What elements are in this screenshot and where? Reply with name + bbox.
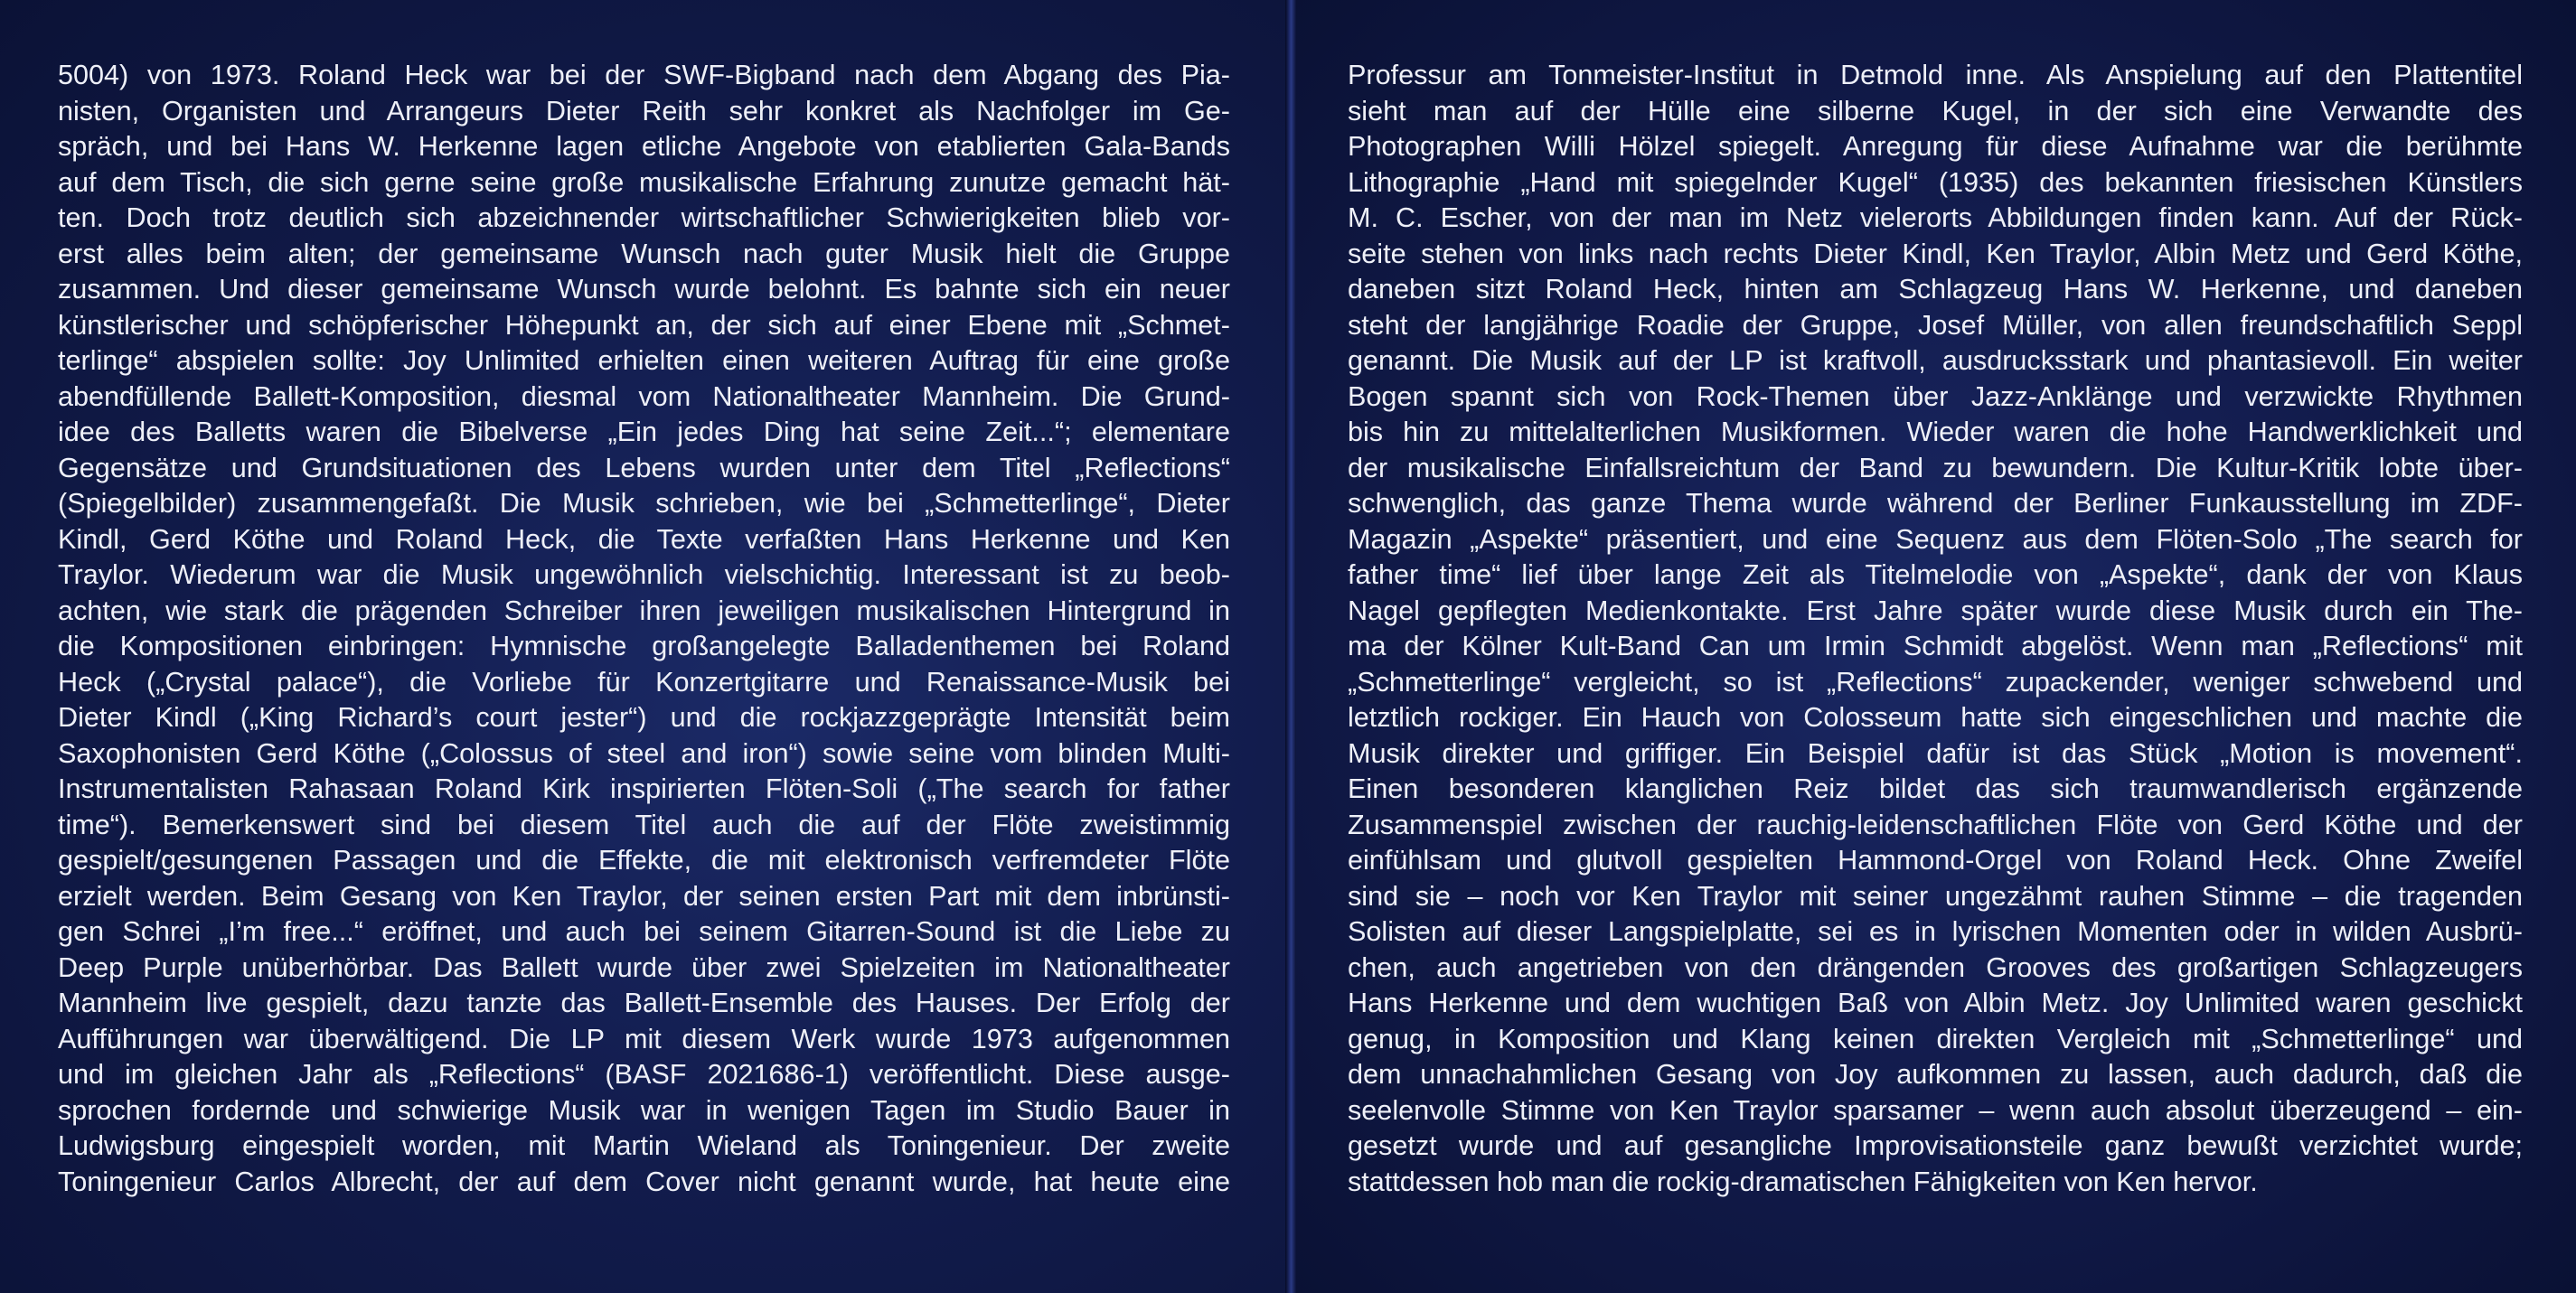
- text-line: daneben sitzt Roland Heck, hinten am Schlagzeug Hans W. Herkenne, und daneben: [1348, 274, 2523, 305]
- text-line: M. C. Escher, von der man im Netz vielerorts Abbildungen finden kann. Auf der Rück-: [1348, 202, 2523, 233]
- right-page: [1288, 0, 2576, 1293]
- text-line: einfühlsam und glutvoll gespielten Hammond-Orgel von Roland Heck. Ohne Zweifel: [1348, 845, 2523, 876]
- text-line: Mannheim live gespielt, dazu tanzte das Ballett-Ensemble des Hauses. Der Erfolg der: [58, 988, 1230, 1018]
- text-line: sieht man auf der Hülle eine silberne Kugel, in der sich eine Verwandte des: [1348, 95, 2523, 126]
- text-line: Photographen Willi Hölzel spiegelt. Anregung für diese Aufnahme war die berühmte: [1348, 131, 2523, 162]
- text-line: abendfüllende Ballett-Komposition, diesmal vom Nationaltheater Mannheim. Die Grund-: [58, 380, 1230, 412]
- text-line: seelenvolle Stimme von Ken Traylor sparsamer – wenn auch absolut überzeugend – ein-: [1348, 1094, 2523, 1126]
- text-line: Hans Herkenne und dem wuchtigen Baß von Albin Metz. Joy Unlimited waren geschickt: [1348, 988, 2523, 1018]
- text-line: Nagel gepflegten Medienkontakte. Erst Jahre später wurde diese Musik durch ein The-: [1348, 595, 2523, 626]
- text-line: Solisten auf dieser Langspielplatte, sei es in lyrischen Momenten oder in wilden Ausbrü-: [1348, 916, 2523, 947]
- text-line: Heck („Crystal palace“), die Vorliebe für Konzertgitarre und Renaissance-Musik bei: [58, 666, 1230, 698]
- text-line: Instrumentalisten Rahasaan Roland Kirk inspirierten Flöten-Soli („The search for father: [58, 773, 1230, 804]
- text-line: und im gleichen Jahr als „Reflections“ (BASF 2021686-1) veröffentlicht. Diese ausge-: [58, 1059, 1230, 1090]
- text-line: schwenglich, das ganze Thema wurde während der Berliner Funkausstellung im ZDF-: [1348, 488, 2523, 519]
- text-line: Einen besonderen klanglichen Reiz bildet das sich traumwandlerisch ergänzende: [1348, 773, 2523, 804]
- text-line: ten. Doch trotz deutlich sich abzeichnender wirtschaftlicher Schwierigkeiten blieb vor-: [58, 202, 1230, 233]
- text-line: seite stehen von links nach rechts Dieter Kindl, Ken Traylor, Albin Metz und Gerd Köthe,: [1348, 238, 2523, 269]
- text-line: Saxophonisten Gerd Köthe („Colossus of steel and iron“) sowie seine vom blinden Multi-: [58, 737, 1230, 769]
- text-line: Aufführungen war überwältigend. Die LP mit diesem Werk wurde 1973 aufgenommen: [58, 1023, 1230, 1054]
- text-line: letztlich rockiger. Ein Hauch von Colosseum hatte sich eingeschlichen und machte die: [1348, 702, 2523, 733]
- text-line: „Schmetterlinge“ vergleicht, so ist „Reflections“ zupackender, weniger schwebend und: [1348, 666, 2523, 698]
- text-line: Ludwigsburg eingespielt worden, mit Martin Wieland als Toningenieur. Der zweite: [58, 1130, 1230, 1161]
- text-line: gespielt/gesungenen Passagen und die Effekte, die mit elektronisch verfremdeter Flöte: [58, 845, 1230, 876]
- text-line: Deep Purple unüberhörbar. Das Ballett wurde über zwei Spielzeiten im Nationaltheater: [58, 951, 1230, 983]
- text-line: Lithographie „Hand mit spiegelnder Kugel“ (1935) des bekannten friesischen Künstlers: [1348, 166, 2523, 198]
- text-line: chen, auch angetrieben von den drängenden Grooves des großartigen Schlagzeugers: [1348, 951, 2523, 983]
- text-line: ma der Kölner Kult-Band Can um Irmin Schmidt abgelöst. Wenn man „Reflections“ mit: [1348, 631, 2523, 661]
- text-line: spräch, und bei Hans W. Herkenne lagen etliche Angebote von etablierten Gala-Bands: [58, 131, 1230, 162]
- text-line: genug, in Komposition und Klang keinen direkten Vergleich mit „Schmetterlinge“ und: [1348, 1023, 2523, 1054]
- text-line: Traylor. Wiederum war die Musik ungewöhnlich vielschichtig. Interessant ist zu beob-: [58, 559, 1230, 590]
- text-line: Magazin „Aspekte“ präsentiert, und eine Sequenz aus dem Flöten-Solo „The search for: [1348, 523, 2523, 555]
- text-line: künstlerischer und schöpferischer Höhepunkt an, der sich auf einer Ebene mit „Schmet-: [58, 309, 1230, 341]
- text-line: bis hin zu mittelalterlichen Musikformen. Wieder waren die hohe Handwerklichkeit und: [1348, 417, 2523, 447]
- text-line: stattdessen hob man die rockig-dramatischen Fähigkeiten von Ken hervor.: [1348, 1166, 2258, 1197]
- text-line: Kindl, Gerd Köthe und Roland Heck, die Texte verfaßten Hans Herkenne und Ken: [58, 523, 1230, 555]
- text-line: dem unnachahmlichen Gesang von Joy aufkommen zu lassen, auch dadurch, daß die: [1348, 1059, 2523, 1090]
- text-line: idee des Balletts waren die Bibelverse „Ein jedes Ding hat seine Zeit...“; elementare: [58, 417, 1230, 447]
- text-line: Toningenieur Carlos Albrecht, der auf dem Cover nicht genannt wurde, hat heute eine: [58, 1166, 1230, 1197]
- text-line: nisten, Organisten und Arrangeurs Dieter Reith sehr konkret als Nachfolger im Ge-: [58, 95, 1230, 126]
- text-line: Bogen spannt sich von Rock-Themen über Jazz-Anklänge und verzwickte Rhythmen: [1348, 380, 2523, 412]
- text-line: Gegensätze und Grundsituationen des Lebens wurden unter dem Titel „Reflections“: [58, 452, 1230, 483]
- right-page-text: [1348, 58, 2523, 1200]
- text-line: der musikalische Einfallsreichtum der Band zu bewundern. Die Kultur-Kritik lobte über-: [1348, 452, 2523, 483]
- text-line: Zusammenspiel zwischen der rauchig-leidenschaftlichen Flöte von Gerd Köthe und der: [1348, 809, 2523, 840]
- text-line: zusammen. Und dieser gemeinsame Wunsch wurde belohnt. Es bahnte sich ein neuer: [58, 274, 1230, 305]
- text-line: father time“ lief über lange Zeit als Titelmelodie von „Aspekte“, dank der von Klaus: [1348, 559, 2523, 590]
- text-line: Professur am Tonmeister-Institut in Detmold inne. Als Anspielung auf den Plattentitel: [1348, 60, 2523, 90]
- text-line: sprochen fordernde und schwierige Musik war in wenigen Tagen im Studio Bauer in: [58, 1094, 1230, 1126]
- text-line: auf dem Tisch, die sich gerne seine große musikalische Erfahrung zunutze gemacht hät-: [58, 166, 1230, 198]
- text-line: sind sie – noch vor Ken Traylor mit seiner ungezähmt rauhen Stimme – die tragenden: [1348, 880, 2523, 912]
- text-line: gen Schrei „I’m free...“ eröffnet, und auch bei seinem Gitarren-Sound ist die Liebe zu: [58, 916, 1230, 947]
- text-line: erst alles beim alten; der gemeinsame Wunsch nach guter Musik hielt die Gruppe: [58, 238, 1230, 269]
- text-line: Dieter Kindl („King Richard’s court jester“) und die rockjazzgeprägte Intensität beim: [58, 702, 1230, 733]
- text-line: steht der langjährige Roadie der Gruppe, Josef Müller, von allen freundschaftlich Seppl: [1348, 309, 2523, 341]
- text-line: erzielt werden. Beim Gesang von Ken Traylor, der seinen ersten Part mit dem inbrünsti-: [58, 880, 1230, 912]
- text-line: Musik direkter und griffiger. Ein Beispiel dafür ist das Stück „Motion is movement“.: [1348, 737, 2523, 769]
- page-gutter: [1285, 0, 1296, 1293]
- text-line: 5004) von 1973. Roland Heck war bei der SWF-Bigband nach dem Abgang des Pia-: [58, 60, 1230, 90]
- text-line: (Spiegelbilder) zusammengefaßt. Die Musik schrieben, wie bei „Schmetterlinge“, Dieter: [58, 488, 1230, 519]
- text-line: terlinge“ abspielen sollte: Joy Unlimited erhielten einen weiteren Auftrag für eine große: [58, 345, 1230, 376]
- text-line: achten, wie stark die prägenden Schreiber ihren jeweiligen musikalischen Hintergrund in: [58, 595, 1230, 626]
- text-line: gesetzt wurde und auf gesangliche Improvisationsteile ganz bewußt verzichtet wurde;: [1348, 1130, 2523, 1161]
- text-line: die Kompositionen einbringen: Hymnische großangelegte Balladenthemen bei Roland: [58, 631, 1230, 661]
- text-line: time“). Bemerkenswert sind bei diesem Titel auch die auf der Flöte zweistimmig: [58, 809, 1230, 840]
- left-page-text: [58, 58, 1230, 1200]
- text-line: genannt. Die Musik auf der LP ist kraftvoll, ausdrucksstark und phantasievoll. Ein weiter: [1348, 345, 2523, 376]
